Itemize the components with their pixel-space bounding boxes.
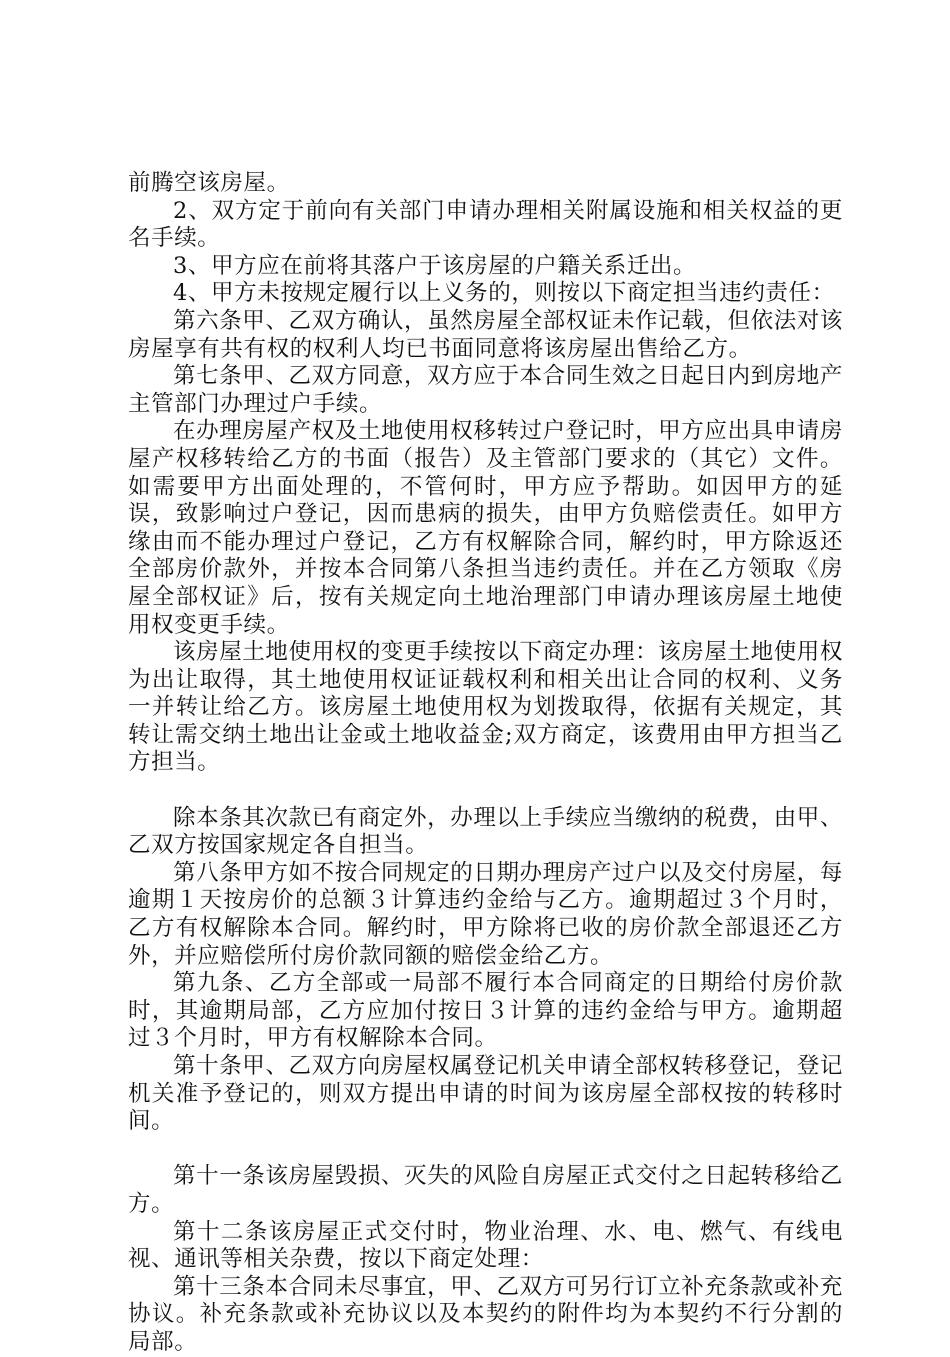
paragraph-item-4: 4、甲方未按规定履行以上义务的，则按以下商定担当违约责任： — [173, 280, 835, 307]
paragraph-article-12: 第十二条该房屋正式交付时，物业治理、水、电、燃气、有线电视、通讯等相关杂费，按以下商定处理： — [128, 1218, 843, 1273]
contract-body — [128, 170, 843, 1357]
paragraph-transfer-registration: 在办理房屋产权及土地使用权移转过户登记时，甲方应出具申请房屋产权移转给乙方的书面（报告）及主管部门要求的（其它）文件。如需要甲方出面处理的，不管何时，甲方应予帮助。如因甲方的延误，致影响过户登记，因而患病的损失，由甲方负赔偿责任。如甲方缘由而不能办理过户登记，乙方有权解除合同，解约时，甲方除返还全部房价款外，并按本合同第八条担当违约责任。并在乙方领取《房屋全部权证》后，按有关规定向土地治理部门申请办理该房屋土地使用权变更手续。 — [128, 418, 843, 638]
paragraph-article-6: 第六条甲、乙双方确认，虽然房屋全部权证未作记载，但依法对该房屋享有共有权的权利人均已书面同意将该房屋出售给乙方。 — [128, 307, 843, 362]
blank-line — [128, 1136, 843, 1164]
paragraph-item-2: 2、双方定于前向有关部门申请办理相关附属设施和相关权益的更名手续。 — [128, 197, 843, 252]
blank-line — [128, 777, 843, 805]
paragraph-item-3: 3、甲方应在前将其落户于该房屋的户籍关系迁出。 — [173, 252, 697, 279]
paragraph-article-11: 第十一条该房屋毁损、灭失的风险自房屋正式交付之日起转移给乙方。 — [128, 1163, 843, 1217]
paragraph-article-9: 第九条、乙方全部或一局部不履行本合同商定的日期给付房价款时，其逾期局部，乙方应加付按日３计算的违约金给与甲方。逾期超过３个月时，甲方有权解除本合同。 — [128, 970, 843, 1052]
paragraph-article-13: 第十三条本合同未尽事宜，甲、乙双方可另行订立补充条款或补充协议。补充条款或补充协议以及本契约的附件均为本契约不行分割的局部。 — [128, 1273, 843, 1355]
paragraph-continuation: 前腾空该房屋。 — [128, 170, 290, 196]
paragraph-article-7: 第七条甲、乙双方同意，双方应于本合同生效之日起日内到房地产主管部门办理过户手续。 — [128, 363, 843, 417]
paragraph-article-8: 第八条甲方如不按合同规定的日期办理房产过户以及交付房屋，每逾期１天按房价的总额３计算违约金给与乙方。逾期超过３个月时，乙方有权解除本合同。解约时，甲方除将已收的房价款全部退还乙方外，并应赔偿所付房价款同额的赔偿金给乙方。 — [128, 859, 843, 969]
paragraph-land-use-right: 该房屋土地使用权的变更手续按以下商定办理：该房屋土地使用权为出让取得，其土地使用权证证载权利和相关出让合同的权利、义务一并转让给乙方。该房屋土地使用权为划拨取得，依据有关规定，其转让需交纳土地出让金或土地收益金;双方商定，该费用由甲方担当乙方担当。 — [128, 639, 843, 776]
paragraph-taxes: 除本条其次款已有商定外，办理以上手续应当缴纳的税费，由甲、乙双方按国家规定各自担当。 — [128, 804, 843, 859]
paragraph-article-10: 第十条甲、乙双方向房屋权属登记机关申请全部权转移登记，登记机关准予登记的，则双方提出申请的时间为该房屋全部权按的转移时间。 — [128, 1053, 843, 1135]
